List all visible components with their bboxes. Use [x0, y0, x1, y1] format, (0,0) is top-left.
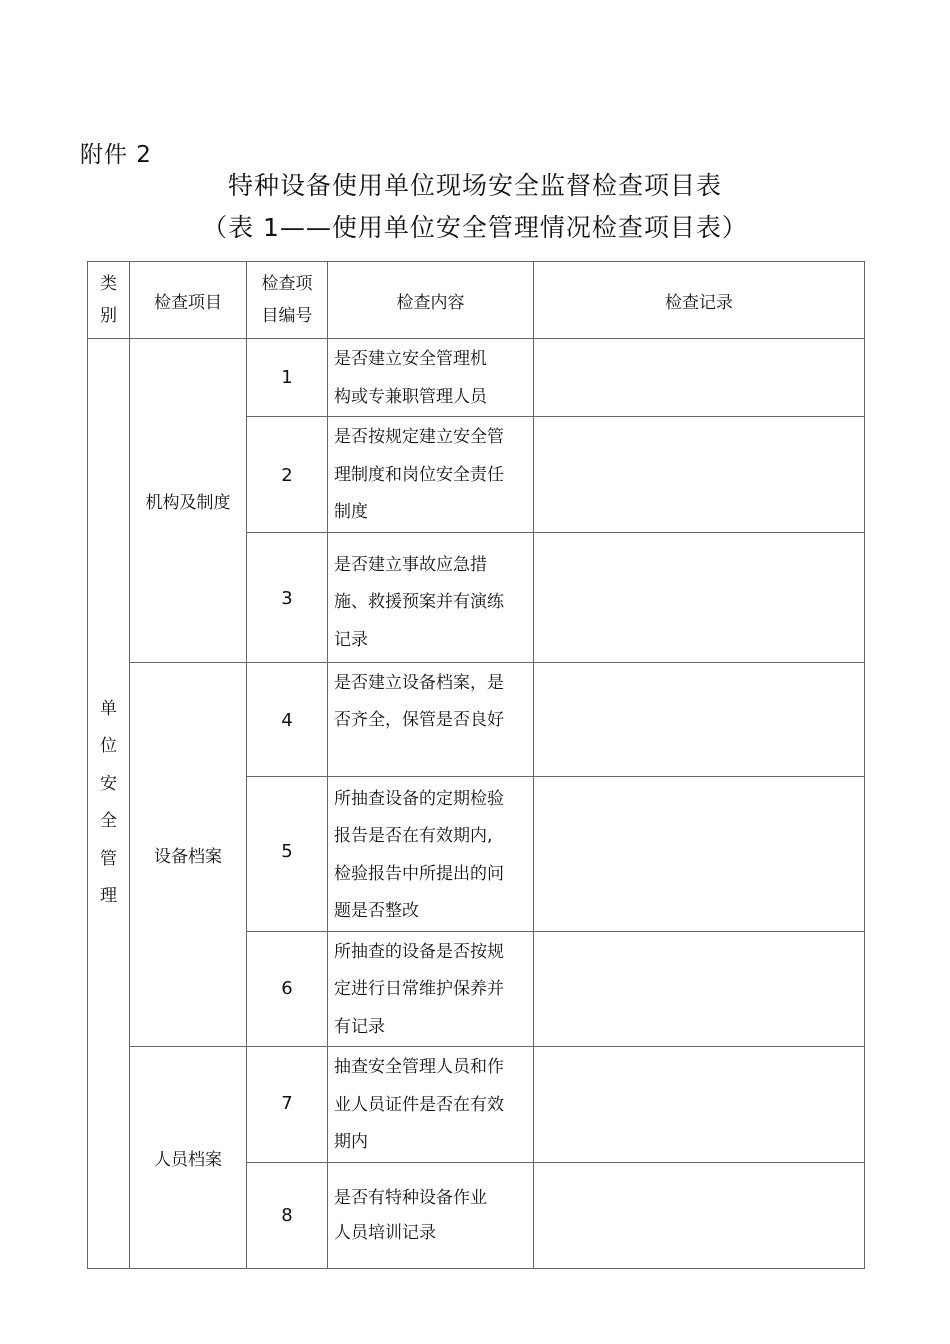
- header-category-line: 别: [100, 306, 117, 326]
- content-line: 检验报告中所提出的问: [334, 863, 504, 884]
- category-char: 理: [100, 886, 117, 907]
- category-char: 位: [100, 736, 117, 757]
- record-cell: [534, 532, 865, 662]
- row-number: 7: [247, 1047, 328, 1163]
- content-line: 期内: [334, 1132, 368, 1152]
- row-number: 8: [247, 1162, 328, 1268]
- table-header-row: [88, 262, 865, 339]
- category-char: 安: [100, 773, 117, 794]
- record-cell: [534, 931, 865, 1047]
- content-line: 人员培训记录: [334, 1222, 436, 1243]
- attachment-label: 附件 2: [80, 142, 152, 168]
- header-category: [88, 262, 130, 339]
- content-line: 制度: [334, 502, 368, 522]
- content-line: 构或专兼职管理人员: [334, 386, 487, 407]
- content-line: 否齐全，保管是否良好: [334, 710, 504, 730]
- document-title: 特种设备使用单位现场安全监督检查项目表: [227, 171, 722, 200]
- header-code-line: 目编号: [261, 306, 313, 326]
- content-line: 业人员证件是否在有效: [334, 1094, 504, 1115]
- table-row: [88, 1047, 865, 1163]
- content-line: 题是否整改: [334, 901, 419, 921]
- group-cell: 人员档案: [130, 1047, 247, 1269]
- content-line: 记录: [334, 629, 368, 650]
- content-line: 是否按规定建立安全管: [334, 427, 504, 447]
- content-line: 是否建立安全管理机: [334, 349, 487, 369]
- record-cell: [534, 776, 865, 931]
- content-line: 是否有特种设备作业: [334, 1187, 487, 1208]
- content-line: 报告是否在有效期内,: [334, 826, 493, 846]
- row-content: [328, 776, 534, 931]
- row-content: [328, 339, 534, 417]
- record-cell: [534, 339, 865, 417]
- header-record: 检查记录: [534, 262, 865, 339]
- row-content: [328, 417, 534, 533]
- record-cell: [534, 1162, 865, 1268]
- content-line: 定进行日常维护保养并: [334, 979, 504, 999]
- row-number: 3: [247, 532, 328, 662]
- content-line: 理制度和岗位安全责任: [334, 464, 504, 485]
- row-number: 4: [247, 662, 328, 776]
- header-code: [247, 262, 328, 339]
- row-content: [328, 931, 534, 1047]
- row-number: 6: [247, 931, 328, 1047]
- row-content: [328, 1047, 534, 1163]
- content-line: 所抽查的设备是否按规: [334, 941, 504, 962]
- inspection-table: [87, 261, 865, 1269]
- content-line: 是否建立设备档案，是: [334, 672, 504, 693]
- header-code-line: 检查项: [261, 274, 313, 294]
- row-number: 1: [247, 339, 328, 417]
- group-cell: 设备档案: [130, 662, 247, 1047]
- content-line: 是否建立事故应急措: [334, 554, 487, 575]
- category-char: 管: [100, 848, 117, 869]
- content-line: 抽查安全管理人员和作: [334, 1057, 504, 1077]
- record-cell: [534, 1047, 865, 1163]
- header-item: 检查项目: [130, 262, 247, 339]
- record-cell: [534, 662, 865, 776]
- table-row: [88, 662, 865, 776]
- group-cell: 机构及制度: [130, 339, 247, 663]
- row-content: [328, 532, 534, 662]
- row-number: 5: [247, 776, 328, 931]
- content-line: 所抽查设备的定期检验: [334, 788, 504, 809]
- category-char: 全: [100, 811, 117, 832]
- row-number: 2: [247, 417, 328, 533]
- document-subtitle: （表 1——使用单位安全管理情况检查项目表）: [202, 213, 748, 242]
- record-cell: [534, 417, 865, 533]
- content-line: 有记录: [334, 1016, 385, 1037]
- category-cell: [88, 339, 130, 1269]
- content-line: 施、救援预案并有演练: [334, 592, 504, 612]
- category-char: 单: [100, 698, 117, 719]
- table-row: [88, 339, 865, 417]
- header-category-line: 类: [100, 274, 117, 294]
- row-content: [328, 1162, 534, 1268]
- row-content: [328, 662, 534, 776]
- header-content: 检查内容: [328, 262, 534, 339]
